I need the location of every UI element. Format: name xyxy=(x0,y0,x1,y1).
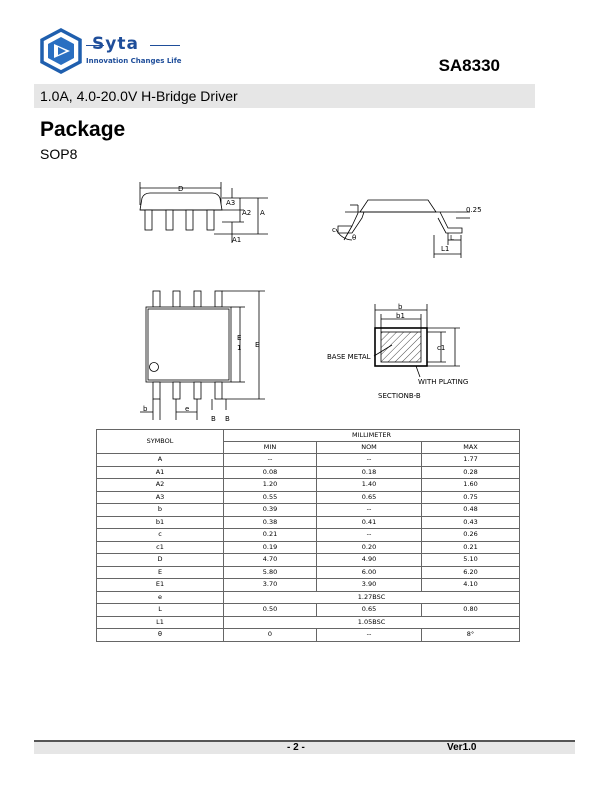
table-row: A -- -- 1.77 xyxy=(97,454,520,467)
package-name: SOP8 xyxy=(40,146,78,162)
table-row: D 4.70 4.90 5.10 xyxy=(97,554,520,567)
table-header-nom: NOM xyxy=(317,442,422,454)
label-A: A xyxy=(260,209,265,217)
label-c: c xyxy=(332,226,336,234)
label-L: L xyxy=(450,234,454,242)
label-B-right: B xyxy=(225,415,230,423)
label-b-section: b xyxy=(398,303,403,311)
label-025: 0.25 xyxy=(466,206,482,214)
lead-detail-drawing xyxy=(336,200,470,258)
table-row: c 0.21 -- 0.26 xyxy=(97,529,520,542)
table-row: e 1.27BSC xyxy=(97,591,520,604)
label-E1: E xyxy=(237,334,242,342)
label-E1-sub: 1 xyxy=(237,344,242,352)
label-L1: L1 xyxy=(441,245,450,253)
table-header-symbol: SYMBOL xyxy=(97,430,224,454)
table-row: L1 1.05BSC xyxy=(97,616,520,629)
section-title: Package xyxy=(40,118,126,141)
table-row: L 0.50 0.65 0.80 xyxy=(97,604,520,617)
table-row: b 0.39 -- 0.48 xyxy=(97,504,520,517)
label-b: b xyxy=(143,405,148,413)
table-row: E1 3.70 3.90 4.10 xyxy=(97,579,520,592)
label-with-plating: WITH PLATING xyxy=(418,378,469,386)
label-E: E xyxy=(255,341,260,349)
table-row: b1 0.38 0.41 0.43 xyxy=(97,516,520,529)
table-header-min: MIN xyxy=(224,442,317,454)
subtitle: 1.0A, 4.0-20.0V H-Bridge Driver xyxy=(40,88,238,104)
page-number: - 2 - xyxy=(287,742,305,753)
label-theta: θ xyxy=(352,234,357,242)
section-bb-drawing xyxy=(374,304,460,377)
top-view-drawing xyxy=(140,291,265,420)
label-A1: A1 xyxy=(232,236,242,244)
table-header-unit: MILLIMETER xyxy=(224,430,520,442)
label-B-left: B xyxy=(211,415,216,423)
label-c1: c1 xyxy=(437,344,446,352)
logo-word: Syta xyxy=(92,34,139,54)
table-header-max: MAX xyxy=(422,442,520,454)
logo-tagline: Innovation Changes Life xyxy=(86,57,182,65)
table-row: c1 0.19 0.20 0.21 xyxy=(97,541,520,554)
dimension-table xyxy=(96,429,520,642)
label-D: D xyxy=(178,185,184,193)
table-row: θ 0 -- 8° xyxy=(97,629,520,642)
label-base-metal: BASE METAL xyxy=(327,353,371,361)
label-A3: A3 xyxy=(226,199,236,207)
label-A2: A2 xyxy=(242,209,252,217)
version-label: Ver1.0 xyxy=(447,742,477,753)
table-row: A1 0.08 0.18 0.28 xyxy=(97,466,520,479)
table-row: A2 1.20 1.40 1.60 xyxy=(97,479,520,492)
table-row: E 5.80 6.00 6.20 xyxy=(97,566,520,579)
label-section: SECTIONB-B xyxy=(378,392,421,400)
label-b1: b1 xyxy=(396,312,405,320)
table-row: A3 0.55 0.65 0.75 xyxy=(97,491,520,504)
label-e: e xyxy=(185,405,190,413)
part-number: SA8330 xyxy=(438,56,500,75)
